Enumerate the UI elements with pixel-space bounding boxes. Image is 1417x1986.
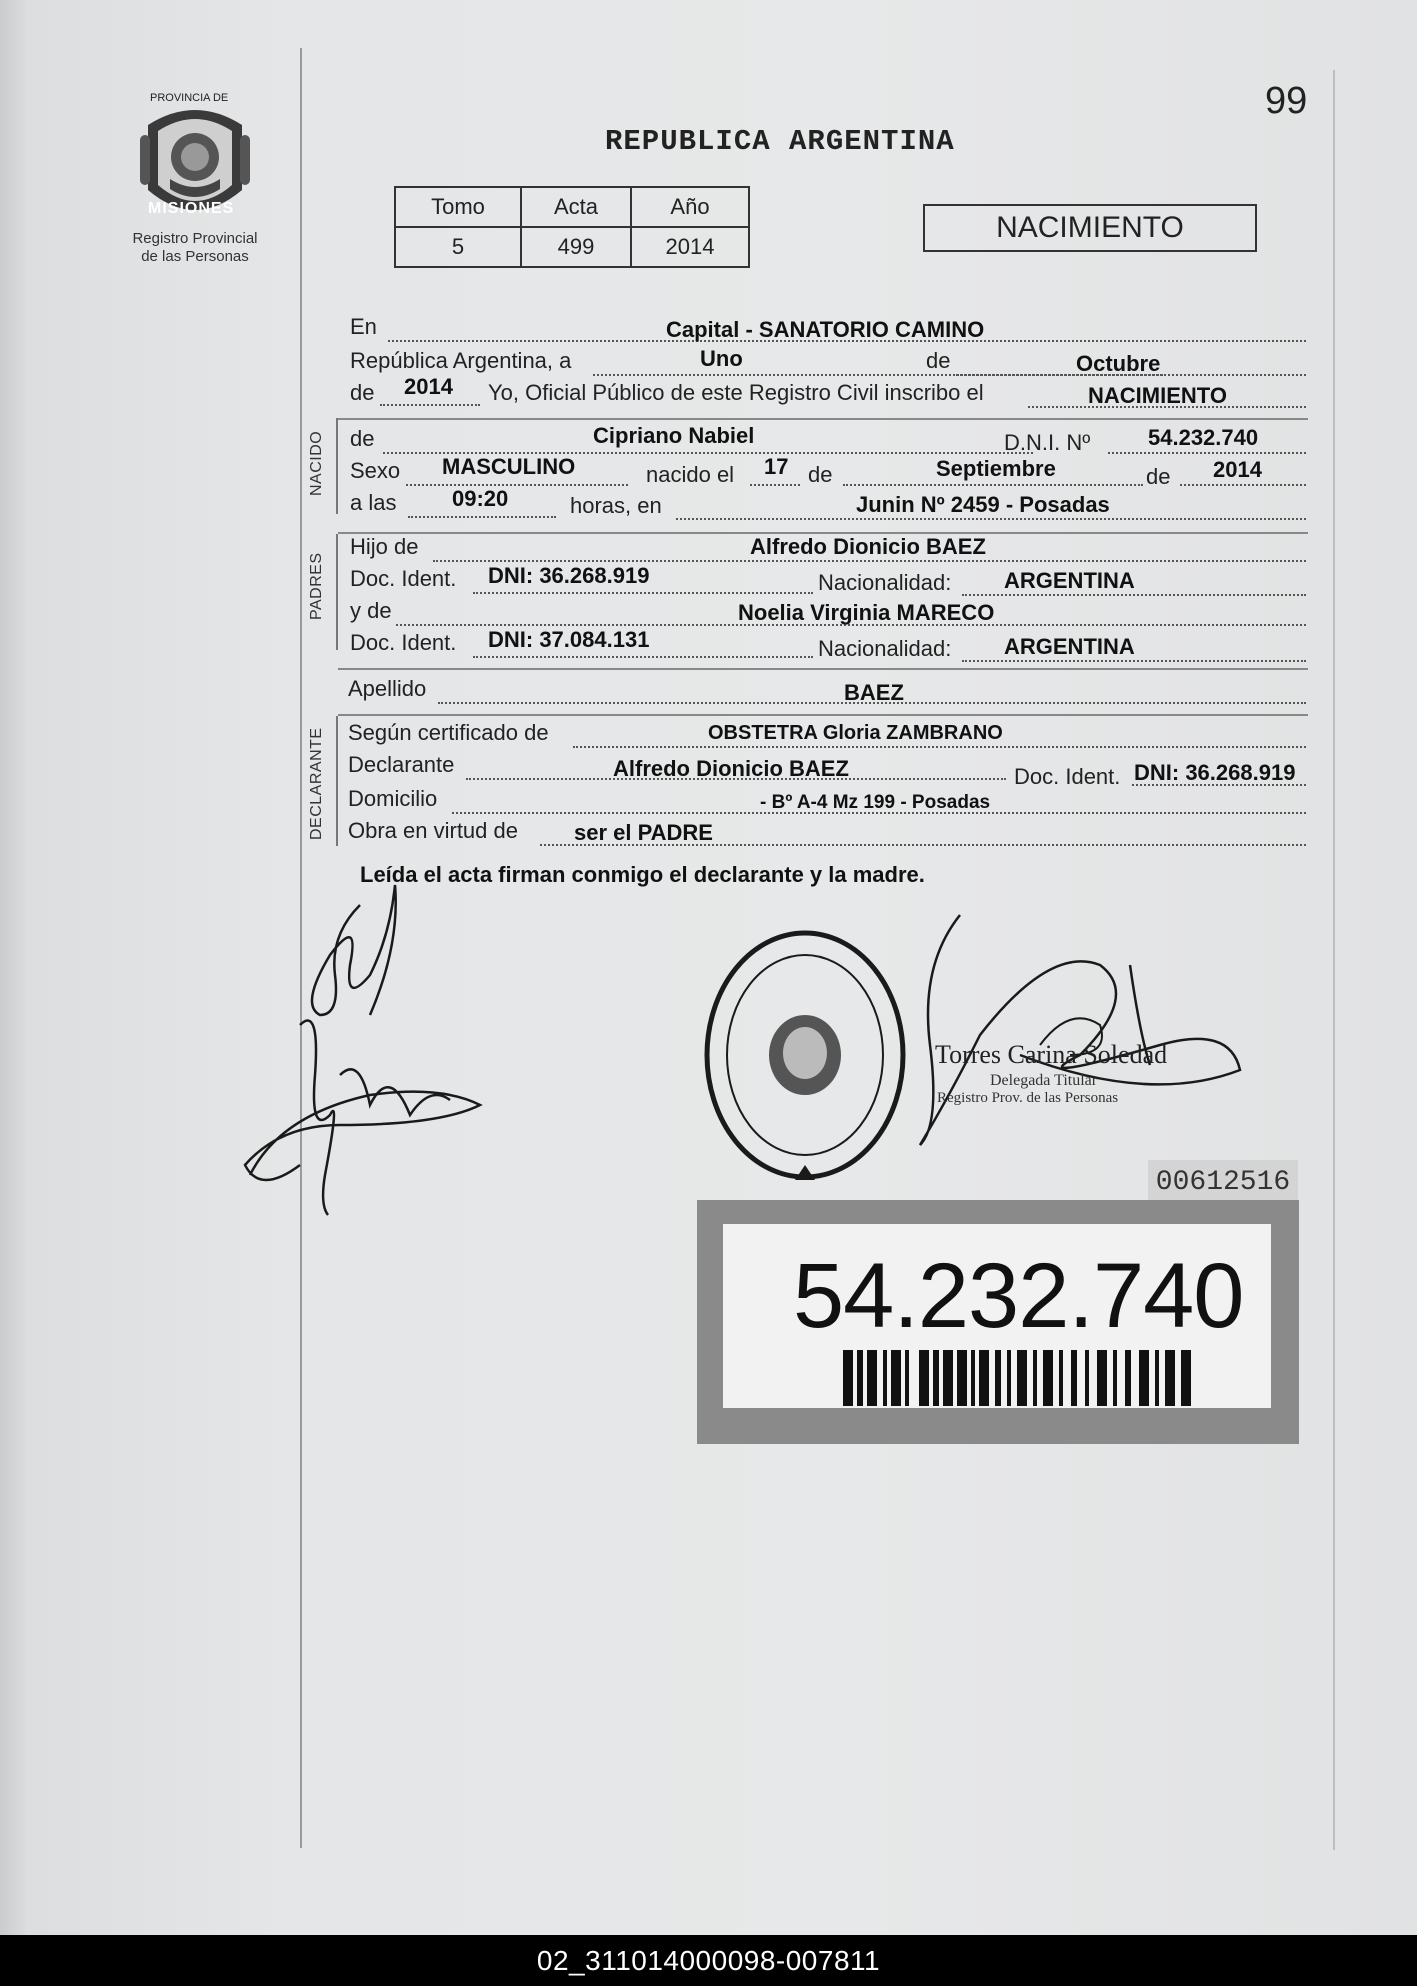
label-nacido-el: nacido el: [646, 462, 735, 487]
row-name: [348, 423, 1306, 456]
row-obra: [348, 818, 1306, 848]
value-declarante-doc: DNI: 36.268.919: [1134, 760, 1296, 785]
label-father-doc: Doc. Ident.: [350, 566, 457, 591]
row-father-doc: [348, 563, 1306, 596]
label-dni: D.N.I. Nº: [1004, 430, 1091, 455]
label-hijo-de: Hijo de: [350, 534, 419, 559]
row-certificado: [348, 720, 1306, 750]
row-time-place: [348, 486, 1306, 520]
value-father-doc: DNI: 36.268.919: [488, 563, 650, 588]
parent-signatures: [240, 875, 510, 1255]
label-de-bmonth: de: [808, 462, 833, 487]
row-mother: [348, 598, 1306, 628]
register-value-acta: 499: [521, 227, 631, 267]
value-birth-year: 2014: [1213, 457, 1262, 482]
row-mother-doc: [348, 627, 1306, 661]
barcode-bars: [843, 1350, 1203, 1406]
row-apellido: [348, 676, 1306, 706]
label-de-name: de: [350, 426, 375, 451]
label-sexo: Sexo: [350, 458, 401, 483]
register-header-tomo: Tomo: [395, 187, 521, 227]
register-header-ano: Año: [631, 187, 749, 227]
official-round-stamp: [700, 925, 910, 1195]
value-birth-address: Junin Nº 2459 - Posadas: [856, 492, 1110, 517]
value-mother-nat: ARGENTINA: [1004, 634, 1135, 659]
register-table: [394, 186, 750, 268]
label-mother-doc: Doc. Ident.: [350, 630, 457, 655]
label-obra: Obra en virtud de: [348, 818, 518, 843]
official-office: Registro Prov. de las Personas: [937, 1090, 1119, 1106]
value-domicilio: - Bº A-4 Mz 199 - Posadas: [760, 792, 991, 813]
section-label-declarante: DECLARANTE: [308, 727, 325, 840]
section-label-nacido: NACIDO: [308, 430, 325, 496]
value-child-dni: 54.232.740: [1148, 425, 1259, 450]
value-father-nat: ARGENTINA: [1004, 568, 1135, 593]
register-header-acta: Acta: [521, 187, 631, 227]
value-obra: ser el PADRE: [574, 820, 713, 845]
value-act: NACIMIENTO: [1088, 383, 1227, 408]
label-certificado: Según certificado de: [348, 720, 549, 745]
barcode-inner: [723, 1224, 1271, 1408]
logo-arc-bottom: MISIONES: [148, 200, 235, 217]
section-label-padres: PADRES: [308, 552, 325, 620]
row-year: [348, 374, 1306, 410]
value-year: 2014: [404, 374, 453, 399]
value-mother-doc: DNI: 37.084.131: [488, 627, 650, 652]
logo-caption-line-2: de las Personas: [141, 248, 249, 265]
label-a-las: a las: [350, 490, 397, 515]
label-republica: República Argentina, a: [350, 348, 572, 373]
logo-caption-line-1: Registro Provincial: [132, 230, 258, 247]
row-place: [348, 314, 1306, 344]
label-de-month: de: [926, 348, 951, 373]
label-y-de: y de: [350, 598, 392, 623]
value-sexo: MASCULINO: [442, 454, 576, 479]
value-month: Octubre: [1076, 351, 1161, 376]
value-birth-time: 09:20: [452, 486, 509, 511]
value-father-name: Alfredo Dionicio BAEZ: [750, 534, 986, 559]
label-apellido: Apellido: [348, 676, 427, 701]
label-de-year: de: [350, 380, 375, 405]
register-value-ano: 2014: [631, 227, 749, 267]
barcode-number: 54.232.740: [793, 1245, 1244, 1347]
value-place: Capital - SANATORIO CAMINO: [666, 317, 985, 342]
serial-number: 00612516: [1148, 1160, 1298, 1204]
label-mother-nat: Nacionalidad:: [818, 636, 952, 661]
page-number: 99: [1265, 80, 1308, 122]
closing-statement: Leída el acta firman conmigo el declarante y la madre.: [360, 862, 925, 887]
logo-arc-top: PROVINCIA DE: [150, 92, 229, 104]
value-child-name: Cipriano Nabiel: [593, 423, 755, 448]
record-type-box: NACIMIENTO: [923, 204, 1257, 252]
label-horas-en: horas, en: [570, 493, 662, 518]
label-en: En: [350, 314, 377, 339]
label-de-byear: de: [1146, 464, 1171, 489]
row-father: [348, 534, 1306, 564]
footer-id: 02_311014000098-007811: [0, 1935, 1417, 1986]
label-oficial: Yo, Oficial Público de este Registro Civil inscribo el: [488, 380, 984, 405]
logo-caption: [110, 230, 280, 266]
row-domicilio: [348, 786, 1306, 816]
row-date: [348, 348, 1306, 378]
register-value-tomo: 5: [395, 227, 521, 267]
value-declarante: Alfredo Dionicio BAEZ: [613, 756, 849, 781]
official-name: Torres Carina Soledad: [935, 1040, 1168, 1069]
value-mother-name: Noelia Virginia MARECO: [738, 600, 995, 625]
label-declarante: Declarante: [348, 752, 455, 777]
row-declarante: [348, 752, 1306, 789]
label-father-nat: Nacionalidad:: [818, 570, 952, 595]
label-declarante-doc: Doc. Ident.: [1014, 764, 1121, 789]
value-day: Uno: [700, 346, 743, 371]
right-margin-line: [1333, 70, 1335, 1850]
row-sex-birth: [348, 454, 1306, 489]
barcode-label: [697, 1200, 1299, 1444]
value-certificado: OBSTETRA Gloria ZAMBRANO: [708, 722, 1003, 744]
value-birth-month: Septiembre: [936, 456, 1056, 481]
label-domicilio: Domicilio: [348, 786, 438, 811]
document-title: REPUBLICA ARGENTINA: [605, 125, 955, 158]
value-apellido: BAEZ: [844, 680, 904, 705]
value-birth-day: 17: [764, 454, 789, 479]
official-role: Delegada Titular: [990, 1072, 1098, 1089]
